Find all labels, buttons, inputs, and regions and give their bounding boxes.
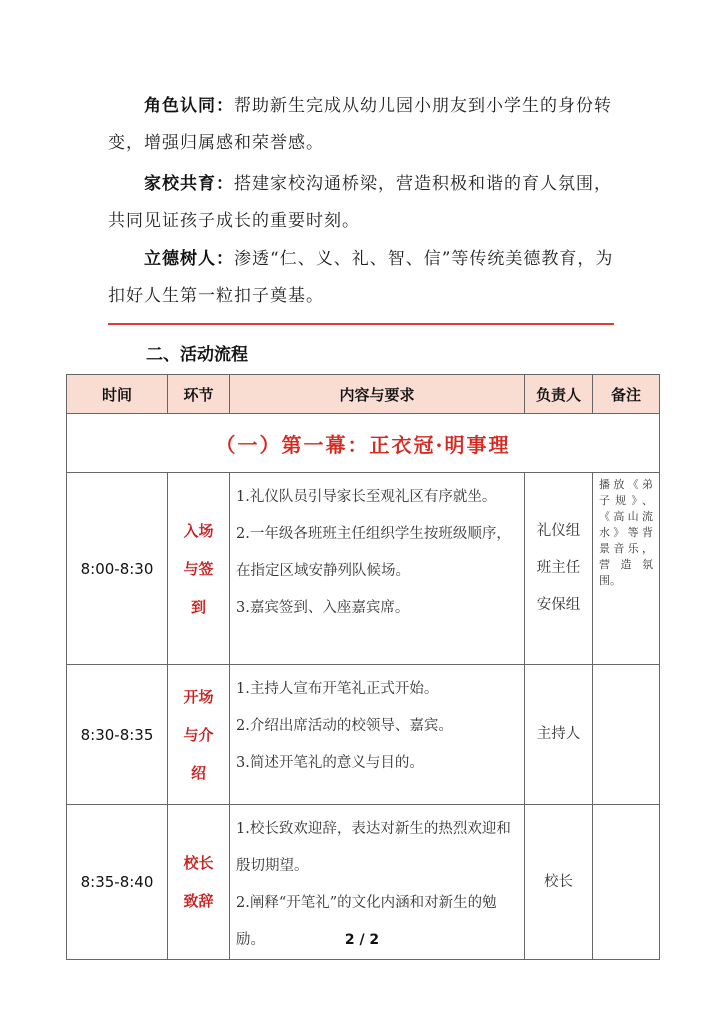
row-phase xyxy=(168,665,230,805)
row-note xyxy=(593,665,660,805)
table-header-row xyxy=(67,375,660,414)
phase-line: 入场 xyxy=(183,521,214,540)
content-item: 1.校长致欢迎辞，表达对新生的热烈欢迎和殷切期望。 xyxy=(236,821,511,874)
act-row xyxy=(67,414,660,473)
row-phase xyxy=(168,473,230,665)
content-item: 3.简述开笔礼的意义与目的。 xyxy=(236,755,424,771)
header-content: 内容与要求 xyxy=(230,375,525,414)
table-row xyxy=(67,473,660,665)
intro-text-1: 帮助新生完成从幼儿园小朋友到小学生的身份转变，增强归属感和荣誉感。 xyxy=(108,96,612,153)
phase-line: 致辞 xyxy=(183,892,214,910)
phase-line: 到 xyxy=(190,597,206,616)
intro-text-2: 搭建家校沟通桥梁，营造积极和谐的育人氛围，共同见证孩子成长的重要时刻。 xyxy=(108,174,612,231)
intro-lead-3: 立德树人： xyxy=(144,249,234,269)
act-title: （一）第一幕：正衣冠·明事理 xyxy=(215,432,511,457)
row-responsible xyxy=(525,473,593,665)
schedule-table xyxy=(66,374,660,960)
intro-lead-1: 角色认同： xyxy=(144,96,234,116)
content-item: 1.礼仪队员引导家长至观礼区有序就坐。 xyxy=(236,489,497,505)
header-responsible: 负责人 xyxy=(525,375,593,414)
responsible-item: 校长 xyxy=(544,873,573,890)
row-content xyxy=(230,665,525,805)
page-number: 2 / 2 xyxy=(344,932,380,948)
phase-line: 开场 xyxy=(183,687,214,706)
responsible-item: 安保组 xyxy=(536,597,581,613)
responsible-item: 班主任 xyxy=(536,560,581,576)
intro-text-3: 渗透“仁、义、礼、智、信”等传统美德教育，为扣好人生第一粒扣子奠基。 xyxy=(108,249,614,306)
intro-paragraph-3 xyxy=(108,241,618,315)
intro-paragraph-1 xyxy=(108,88,618,162)
act-title-cell xyxy=(67,414,660,473)
content-item: 2.一年级各班班主任组织学生按班级顺序，在指定区域安静列队候场。 xyxy=(236,526,511,579)
responsible-item: 礼仪组 xyxy=(536,523,581,539)
phase-line: 校长 xyxy=(183,854,214,872)
content-item: 3.嘉宾签到、入座嘉宾席。 xyxy=(236,600,410,616)
table-row xyxy=(67,665,660,805)
intro-lead-2: 家校共育： xyxy=(144,174,234,194)
row-note: 播放《弟子规》、《高山流水》等背景音乐，营造氛围。 xyxy=(593,473,660,665)
row-time: 8:35-8:40 xyxy=(67,805,168,960)
section-title: 二、活动流程 xyxy=(146,345,248,365)
row-responsible xyxy=(525,665,593,805)
content-item: 2.阐释“开笔礼”的文化内涵和对新生的勉励。 xyxy=(236,895,497,948)
section-divider xyxy=(108,323,614,325)
header-time: 时间 xyxy=(67,375,168,414)
row-content xyxy=(230,473,525,665)
row-time: 8:00-8:30 xyxy=(67,473,168,665)
phase-line: 绍 xyxy=(190,763,206,782)
responsible-item: 主持人 xyxy=(536,726,581,742)
content-item: 1.主持人宣布开笔礼正式开始。 xyxy=(236,681,439,697)
header-phase: 环节 xyxy=(168,375,230,414)
content-item: 2.介绍出席活动的校领导、嘉宾。 xyxy=(236,718,453,734)
row-time: 8:30-8:35 xyxy=(67,665,168,805)
phase-line: 与签 xyxy=(183,559,214,578)
phase-line: 与介 xyxy=(183,725,214,744)
header-note: 备注 xyxy=(593,375,660,414)
intro-paragraph-2 xyxy=(108,166,618,240)
